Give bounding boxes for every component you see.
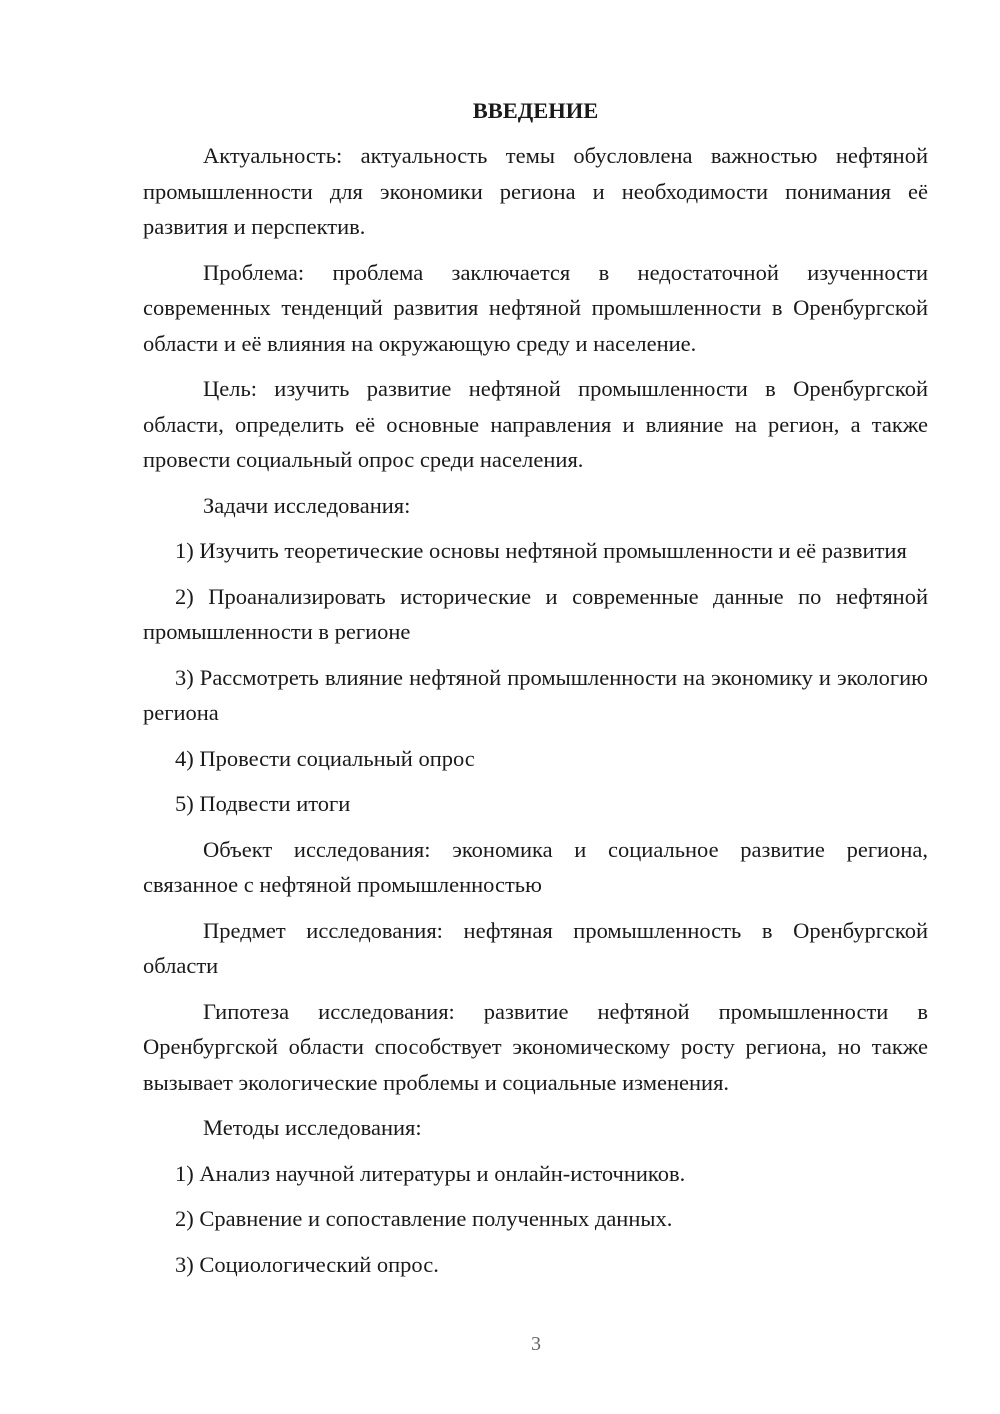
page-content: [143, 94, 928, 1292]
task-item: 2) Проанализировать исторические и современные данные по нефтяной промышленности в регионе: [143, 583, 928, 644]
methods-heading: Методы исследования:: [203, 1115, 422, 1140]
paragraph-subject: Предмет исследования: нефтяная промышленность в Оренбургской области: [143, 917, 928, 978]
task-item: 3) Рассмотреть влияние нефтяной промышленности на экономику и экологию региона: [143, 664, 928, 725]
task-item: 4) Провести социальный опрос: [175, 745, 475, 771]
paragraph-relevance: Актуальность: актуальность темы обусловлена важностью нефтяной промышленности для экономики региона и необходимости понимания её развития и перспектив.: [143, 143, 928, 239]
task-item: 1) Изучить теоретические основы нефтяной промышленности и её развития: [175, 538, 907, 563]
paragraph-goal: Цель: изучить развитие нефтяной промышленности в Оренбургской области, определить её основные направления и влияние на регион, а также провести социальный опрос среди населения.: [143, 376, 928, 472]
method-item: 3) Социологический опрос.: [175, 1251, 439, 1277]
task-item: 5) Подвести итоги: [175, 791, 351, 816]
method-item: 1) Анализ научной литературы и онлайн-источников.: [175, 1160, 686, 1186]
page-number: 3: [531, 1333, 541, 1355]
paragraph-problem: Проблема: проблема заключается в недостаточной изученности современных тенденций развития нефтяной промышленности в Оренбургской области и её влияния на окружающую среду и население.: [143, 259, 928, 356]
paragraph-object: Объект исследования: экономика и социальное развитие региона, связанное с нефтяной промышленностью: [143, 836, 928, 897]
page-title: ВВЕДЕНИЕ: [472, 98, 599, 123]
method-item: 2) Сравнение и сопоставление полученных данных.: [175, 1206, 673, 1231]
paragraph-hypothesis: Гипотеза исследования: развитие нефтяной промышленности в Оренбургской области способствует экономическому росту региона, но также вызывает экологические проблемы и социальные изменения.: [143, 998, 928, 1095]
tasks-heading: Задачи исследования:: [203, 492, 411, 518]
